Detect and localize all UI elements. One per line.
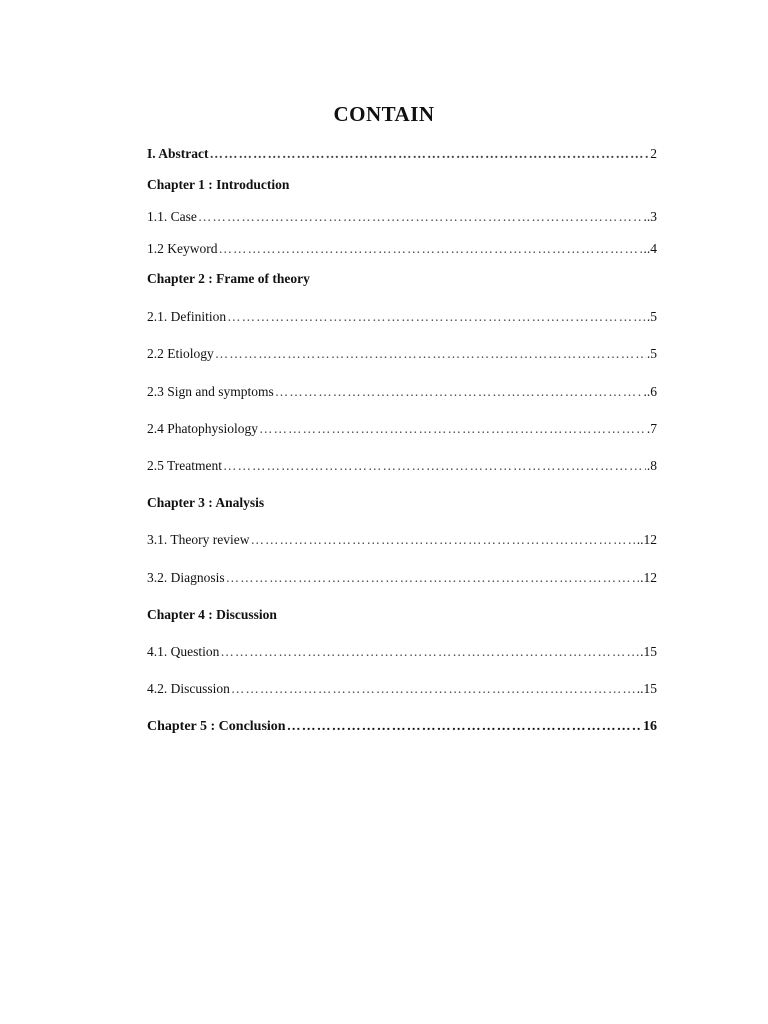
toc-entry-etiology xyxy=(147,345,657,363)
toc-page-number: ..4 xyxy=(643,241,657,256)
toc-entry-label: Chapter 1 : Introduction xyxy=(147,177,290,192)
dot-leader xyxy=(198,208,643,226)
toc-entry-label: Chapter 3 : Analysis xyxy=(147,495,265,510)
toc-chapter-2-heading xyxy=(147,270,657,288)
toc-entry-conclusion xyxy=(147,718,657,736)
dot-leader xyxy=(215,345,646,363)
toc-chapter-4-heading xyxy=(147,606,657,624)
toc-entry-treatment xyxy=(147,457,657,475)
toc-page-number: .15 xyxy=(640,644,657,659)
toc-entry-label: 2.5 Treatment xyxy=(147,458,223,473)
toc-entry-label: I. Abstract xyxy=(147,146,209,161)
toc-entry-label: 1.1. Case xyxy=(147,209,197,224)
toc-page-number: ..3 xyxy=(643,209,657,224)
dot-leader xyxy=(231,680,636,698)
dot-leader xyxy=(220,643,639,661)
toc-entry-label: 4.1. Question xyxy=(147,644,220,659)
toc-entry-keyword xyxy=(147,240,657,258)
toc-entry-label: Chapter 4 : Discussion xyxy=(147,607,277,622)
toc-entry-label: 3.2. Diagnosis xyxy=(147,570,225,585)
dot-leader xyxy=(250,531,635,549)
dot-leader xyxy=(287,718,642,736)
toc-entry-label: 2.3 Sign and symptoms xyxy=(147,384,274,399)
toc-entry-label: 1.2 Keyword xyxy=(147,241,218,256)
toc-entry-discussion xyxy=(147,680,657,698)
toc-entry-diagnosis xyxy=(147,569,657,587)
dot-leader xyxy=(227,308,646,326)
toc-page-number: .5 xyxy=(646,309,657,324)
dot-leader xyxy=(210,145,650,163)
dot-leader xyxy=(223,457,646,475)
document-title: CONTAIN xyxy=(333,102,435,126)
toc-entry-label: 4.2. Discussion xyxy=(147,681,230,696)
toc-page-number: .5 xyxy=(646,346,657,361)
toc-page-number: 16 xyxy=(643,719,657,734)
toc-page-number: ..12 xyxy=(636,532,657,547)
toc-entry-label: 2.1. Definition xyxy=(147,309,227,324)
dot-leader xyxy=(259,420,646,438)
toc-chapter-3-heading xyxy=(147,494,657,512)
toc-page-number: 2 xyxy=(650,146,657,161)
dot-leader xyxy=(226,569,640,587)
toc-entry-theory-review xyxy=(147,531,657,549)
toc-entry-label: Chapter 2 : Frame of theory xyxy=(147,271,310,286)
toc-entry-question xyxy=(147,643,657,661)
toc-chapter-1-heading xyxy=(147,176,657,194)
toc-entry-abstract xyxy=(147,145,657,163)
toc-page-number: .8 xyxy=(646,458,657,473)
toc-entry-case xyxy=(147,208,657,226)
toc-entry-pathophysiology xyxy=(147,420,657,438)
toc-entry-definition xyxy=(147,308,657,326)
toc-entry-label: Chapter 5 : Conclusion xyxy=(147,719,286,734)
toc-page-number: ..15 xyxy=(636,681,657,696)
toc-entry-label: 3.1. Theory review xyxy=(147,532,250,547)
dot-leader xyxy=(275,383,643,401)
dot-leader xyxy=(219,240,643,258)
toc-entry-label: 2.4 Phatophysiology xyxy=(147,421,259,436)
toc-page-number: .12 xyxy=(640,570,657,585)
toc-page-number: .7 xyxy=(646,421,657,436)
toc-entry-signs-symptoms xyxy=(147,383,657,401)
toc-page-number: ..6 xyxy=(643,384,657,399)
toc-entry-label: 2.2 Etiology xyxy=(147,346,214,361)
